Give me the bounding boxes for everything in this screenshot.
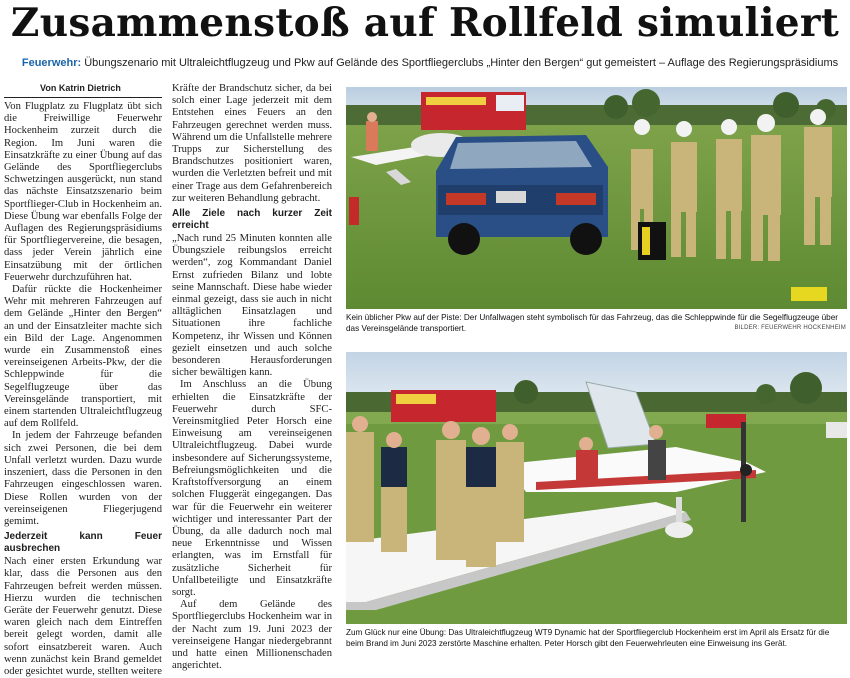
article-column-1 — [4, 101, 162, 678]
paragraph: Auf dem Gelände des Sportfliegerclubs Hockenheim war in der Nacht zum 19. Juni 2023 der vereinseigene Hangar niedergebrannt und hatte einen Millionenschaden angerichtet. — [172, 599, 332, 672]
kicker-topic: Feuerwehr: — [21, 57, 82, 69]
kicker — [20, 56, 840, 70]
subheading: Jederzeit kann Feuer ausbrechen — [4, 531, 162, 555]
photo-caption: Kein üblicher Pkw auf der Piste: Der Unfallwagen steht symbolisch für das Fahrzeug, das die Schleppwinde für die Segelflugzeuge über das Vereinsgelände transportiert. — [346, 313, 838, 333]
photo-credit: BILDER: FEUERWEHR HOCKENHEIM — [734, 325, 846, 331]
byline: Von Katrin Dietrich — [40, 83, 121, 93]
photo-caption: Zum Glück nur eine Übung: Das Ultraleichtflugzeug WT9 Dynamic hat der Sportfliegerclub Hockenheim erst im April als Ersatz für die beim Brand im Juni 2023 zerstörte Maschine erhalten. Peter Horsch gibt den Feuerwehrleuten eine Einweisung ins Gerät. — [346, 628, 830, 648]
paragraph: Nach einer ersten Erkundung war klar, dass die Personen aus den Fahrzeugen befreit werden müssen. Hierzu wurden die technischen Geräte der Feuerwehr genutzt. Diese waren gleich nach dem Eintreffen bereit gelegt worden, damit alle sofort einsatzbereit waren. Auch wenn zunächst kein Brand gemeldet oder gesichtet wurde, stellten weitere — [4, 556, 162, 677]
subheading: Alle Ziele nach kurzer Zeit erreicht — [172, 208, 332, 232]
paragraph: In jedem der Fahrzeuge befanden sich zwei Personen, die bei dem Unfall verletzt wurden. Dazu wurde inszeniert, dass die Personen in den Fahrzeugen eingeschlossen waren. Diese Rollen wurden von der vereinseigenen Fliegerjugend gemimt. — [4, 430, 162, 527]
photo-ultralight-plane — [346, 352, 847, 624]
paragraph: Kräfte der Brandschutz sicher, da bei solch einer Lage jederzeit mit dem Entstehen eines Feuers an den Fahrzeugen gerechnet werden muss. Während um die Unfallstelle mehrere Trupps zur Sicherstellung des Brandschutzes positioniert waren, wurden die Verletzten befreit und mit einer Trage aus dem Gefahrenbereich zur weiteren Behandlung gebracht. — [172, 83, 333, 204]
paragraph: Von Flugplatz zu Flugplatz übt sich die Freiwillige Feuerwehr Hockenheim zurzeit durch die Region. Im Juni waren die Einsatzkräfte zu einer Übung auf das Gelände des Sportfliegerclubs Schwetzingen ausgerückt, nun stand das nächste Einsatzszenario beim Sportflieger-Club in Hockenheim an. Diese Übung war ebenfalls Folge der Auflagen des Regierungspräsidiums für Sportfliegervereine, die besagen, dass jeder Verein jährlich eine Einsatzübung mit der örtlichen Feuerwehr durchzuführen hat. — [4, 101, 162, 283]
paragraph: Im Anschluss an die Übung erhielten die Einsatzkräfte der Feuerwehr durch SFC-Vereinsmitglied Peter Horsch eine Einweisung am vereinseigenen Ultraleichtflugzeug. Dabei wurde insbesondere auf Sicherungssysteme, Befreiungsmöglichkeiten und die Kraftstoffversorgung an einem solchen Fluggerät eingegangen. Das war für die Feuerwehr ein weiterer wichtiger und interessanter Part der Übung, da alle dadurch noch mal neue Erkenntnisse und Wissen erlangten, was im Ernstfall für zusätzliche Sicherheit für Unfallbeteiligte und Einsatzkräfte sorgt. — [172, 379, 332, 598]
byline-rule — [4, 97, 162, 98]
photo-car-accident — [346, 87, 847, 309]
kicker-text: Übungszenario mit Ultraleichtflugzeug und Pkw auf Gelände des Sportfliegerclubs „Hinter den Bergen“ gut gemeistert – Auflage des Regierungspräsidiums — [84, 57, 839, 69]
article-column-2 — [172, 83, 332, 672]
paragraph: Dafür rückte die Hockenheimer Wehr mit mehreren Fahrzeugen auf dem Gelände „Hinter den Bergen“ an und der Einsatzleiter machte sich ein Bild der Lage. Angenommen wurde ein Zusammenstoß eines vereinseigenen Arbeits-Pkw, der die Schleppwinde für die Segelflugzeuge über das Vereinsgelände transportiert, mit einem startenden Ultraleichtflugzeug auf dem Rollfeld. — [4, 284, 162, 430]
headline: Zusammenstoß auf Rollfeld simuliert — [10, 0, 840, 46]
paragraph: „Nach rund 25 Minuten konnten alle Übungsziele reibungslos erreicht werden“, zog Kommandant Daniel Ernst zufrieden Bilanz und lobte seine Mannschaft. Diese habe wieder einmal gezeigt, dass sie auch in nicht alltäglichen Einsatzlagen und Situationen ihre fachliche Kompetenz, ihr Wissen und Können gezielt einsetzen und auch solche besonderen Herausforderungen sicher bewältigen kann. — [172, 233, 332, 379]
